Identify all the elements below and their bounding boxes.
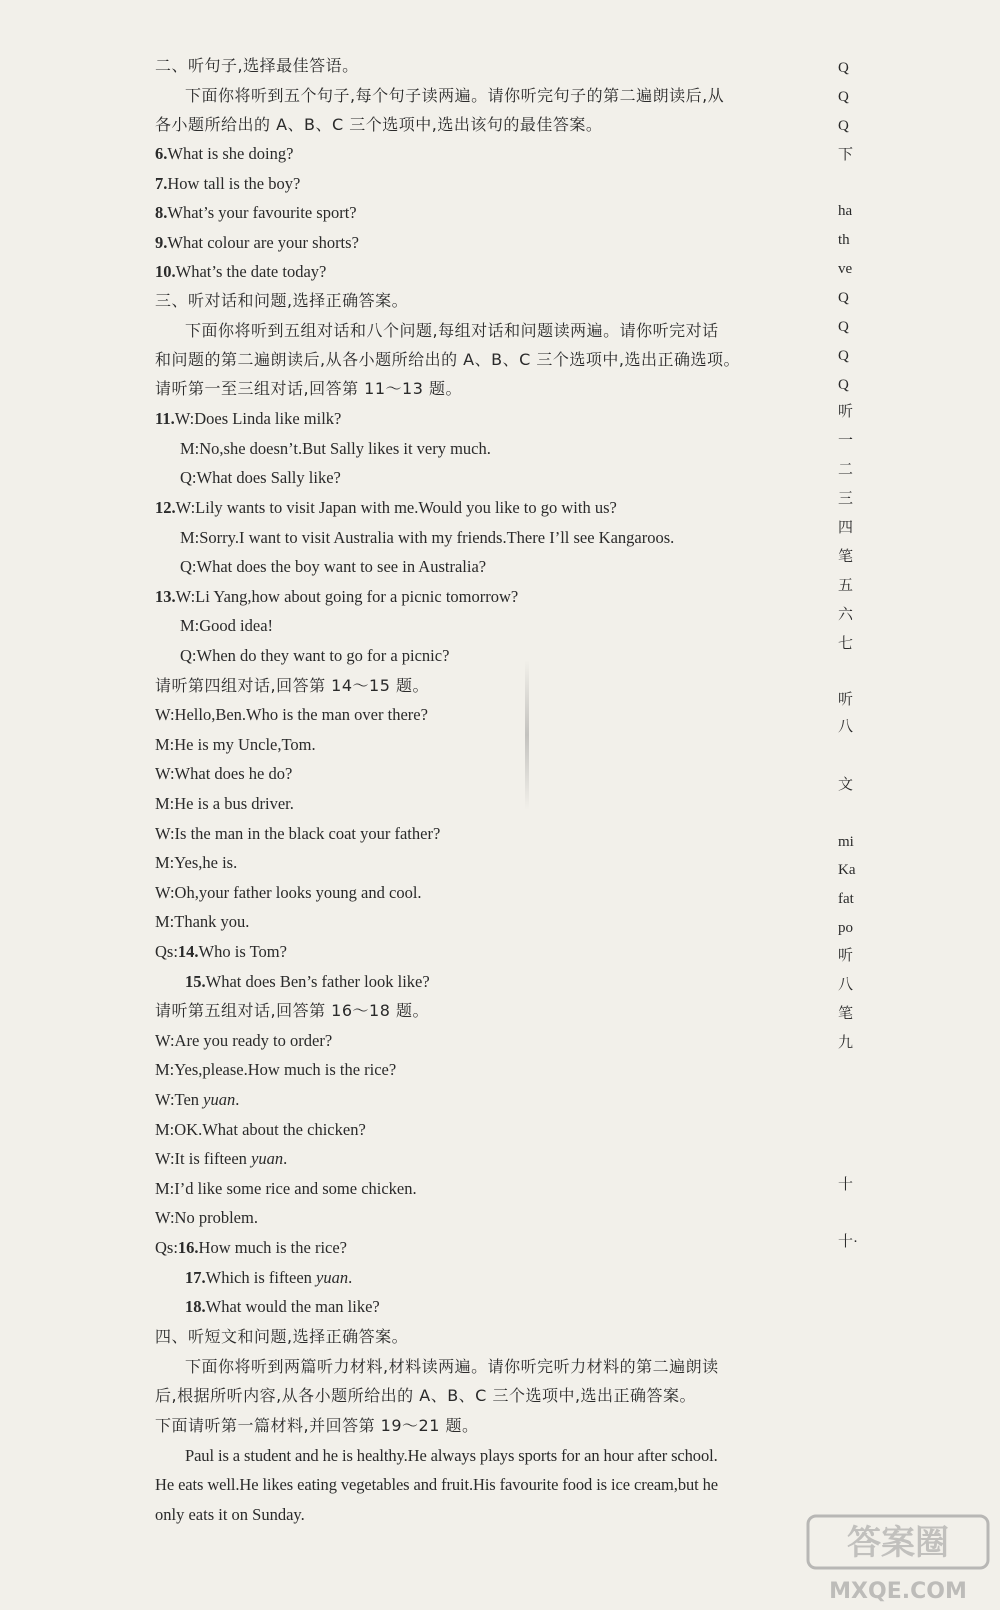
dialogue-text: W:Ten — [155, 1090, 204, 1109]
question-text: What’s the date today? — [175, 262, 327, 281]
dialogue-line: W:Does Linda like milk? — [174, 409, 342, 428]
group4-line: M:He is a bus driver. — [155, 794, 294, 813]
question-text: What would the man like? — [205, 1297, 380, 1316]
group4-note: 请听第四组对话,回答第 14～15 题。 — [155, 676, 429, 695]
margin-fragment: 下 — [838, 147, 854, 163]
question-number: 8. — [155, 203, 168, 222]
margin-fragment: 二 — [838, 462, 854, 478]
right-margin-column — [838, 0, 868, 1300]
margin-fragment: 八 — [838, 977, 854, 993]
margin-fragment: 三 — [838, 491, 854, 507]
question-14 — [155, 941, 287, 963]
dialogue-line: W:Li Yang,how about going for a picnic tomorrow? — [175, 587, 519, 606]
margin-fragment: 听 — [838, 948, 854, 964]
watermark-logo — [800, 1510, 996, 1606]
question-number: 17. — [185, 1268, 206, 1287]
margin-fragment: 听 — [838, 404, 854, 420]
question-7 — [155, 173, 300, 195]
question-text: What colour are your shorts? — [167, 233, 359, 252]
margin-fragment: 十· — [838, 1234, 858, 1250]
question-12-q: Q:What does the boy want to see in Australia? — [180, 557, 487, 576]
margin-fragment: 笔 — [838, 1006, 854, 1022]
margin-fragment: Ka — [838, 862, 856, 878]
passage-line-2: He eats well.He likes eating vegetables and fruit.His favourite food is ice cream,but he — [155, 1475, 718, 1494]
margin-fragment: th — [838, 232, 850, 248]
question-18 — [185, 1296, 380, 1318]
question-number: 12. — [155, 498, 176, 517]
question-16 — [155, 1237, 347, 1259]
question-6 — [155, 143, 293, 165]
question-number: 11. — [155, 409, 175, 428]
question-text: . — [348, 1268, 353, 1287]
question-text: How tall is the boy? — [167, 174, 301, 193]
passage-line-3: only eats it on Sunday. — [155, 1505, 305, 1524]
margin-fragment: fat — [838, 891, 854, 907]
yuan-italic: yuan — [316, 1268, 349, 1287]
margin-fragment: Q — [838, 319, 849, 335]
question-15 — [185, 971, 430, 993]
scan-fold-mark — [525, 660, 529, 810]
question-text: What’s your favourite sport? — [167, 203, 357, 222]
qs-label: Qs: — [155, 942, 178, 961]
dialogue-line: W:Lily wants to visit Japan with me.Would you like to go with us? — [175, 498, 617, 517]
margin-fragment: ve — [838, 261, 853, 277]
watermark-emblem — [808, 1516, 988, 1568]
margin-fragment: 六 — [838, 607, 854, 623]
question-text: Which is fifteen — [205, 1268, 317, 1287]
watermark-cn: 答案圈 — [847, 1523, 949, 1563]
group5-line: M:OK.What about the chicken? — [155, 1120, 366, 1139]
section3-instruction-2: 和问题的第二遍朗读后,从各小题所给出的 A、B、C 三个选项中,选出正确选项。 — [155, 350, 740, 369]
group4-line: W:What does he do? — [155, 764, 293, 783]
passage-line-1: Paul is a student and he is healthy.He always plays sports for an hour after school. — [185, 1446, 718, 1465]
margin-fragment: Q — [838, 89, 849, 105]
margin-fragment: mi — [838, 834, 854, 850]
dialogue-text: . — [235, 1090, 240, 1109]
question-text: How much is the rice? — [198, 1238, 347, 1257]
margin-fragment: ha — [838, 203, 853, 219]
margin-fragment: Q — [838, 377, 849, 393]
question-number: 14. — [177, 942, 199, 961]
group4-line: M:Thank you. — [155, 912, 250, 931]
margin-fragment: 五 — [838, 578, 854, 594]
question-number: 16. — [177, 1238, 199, 1257]
group5-line — [155, 1148, 287, 1170]
question-text: Who is Tom? — [198, 942, 287, 961]
margin-fragment: 八 — [838, 719, 854, 735]
margin-fragment: 九 — [838, 1035, 854, 1051]
margin-fragment: 一 — [838, 433, 854, 449]
margin-fragment: 四 — [838, 520, 854, 536]
question-11-w — [155, 408, 341, 430]
question-text: What does Ben’s father look like? — [205, 972, 430, 991]
group4-line: M:He is my Uncle,Tom. — [155, 735, 316, 754]
margin-fragment: Q — [838, 348, 849, 364]
question-13-q: Q:When do they want to go for a picnic? — [180, 646, 450, 665]
margin-fragment: 文 — [838, 777, 854, 793]
yuan-italic: yuan — [203, 1090, 236, 1109]
group4-line: M:Yes,he is. — [155, 853, 238, 872]
question-10 — [155, 261, 326, 283]
question-number: 10. — [155, 262, 176, 281]
group4-line: W:Hello,Ben.Who is the man over there? — [155, 705, 428, 724]
section4-instruction-1: 下面你将听到两篇听力材料,材料读两遍。请你听完听力材料的第二遍朗读 — [185, 1357, 719, 1376]
question-number: 6. — [155, 144, 168, 163]
group5-note: 请听第五组对话,回答第 16～18 题。 — [155, 1001, 429, 1020]
section3-heading: 三、听对话和问题,选择正确答案。 — [155, 291, 409, 310]
group5-line: M:Yes,please.How much is the rice? — [155, 1060, 397, 1079]
section2-instruction-2: 各小题所给出的 A、B、C 三个选项中,选出该句的最佳答案。 — [155, 115, 603, 134]
group5-line: W:No problem. — [155, 1208, 258, 1227]
margin-fragment: Q — [838, 290, 849, 306]
question-11-m: M:No,she doesn’t.But Sally likes it very much. — [180, 439, 491, 458]
section2-heading: 二、听句子,选择最佳答语。 — [155, 56, 359, 75]
section4-heading: 四、听短文和问题,选择正确答案。 — [155, 1327, 409, 1346]
watermark-en: MXQE.COM — [829, 1579, 967, 1604]
question-12-w — [155, 497, 617, 519]
section3-instruction-1: 下面你将听到五组对话和八个问题,每组对话和问题读两遍。请你听完对话 — [185, 321, 719, 340]
section2-instruction-1: 下面你将听到五个句子,每个句子读两遍。请你听完句子的第二遍朗读后,从 — [185, 86, 725, 105]
question-11-q: Q:What does Sally like? — [180, 468, 341, 487]
margin-fragment: 听 — [838, 692, 854, 708]
question-17 — [185, 1267, 352, 1289]
group4-line: W:Is the man in the black coat your father? — [155, 824, 441, 843]
group5-line: W:Are you ready to order? — [155, 1031, 333, 1050]
margin-fragment: 笔 — [838, 549, 854, 565]
margin-fragment: Q — [838, 60, 849, 76]
group4-line: W:Oh,your father looks young and cool. — [155, 883, 422, 902]
margin-fragment: po — [838, 920, 853, 936]
yuan-italic: yuan — [251, 1149, 284, 1168]
question-text: What is she doing? — [167, 144, 294, 163]
group1-3-note: 请听第一至三组对话,回答第 11～13 题。 — [155, 379, 462, 398]
dialogue-text: . — [283, 1149, 288, 1168]
question-number: 9. — [155, 233, 168, 252]
question-number: 7. — [155, 174, 168, 193]
group5-line — [155, 1089, 239, 1111]
section4-instruction-2: 后,根据所听内容,从各小题所给出的 A、B、C 三个选项中,选出正确答案。 — [155, 1386, 697, 1405]
margin-fragment: Q — [838, 118, 849, 134]
margin-fragment: 十 — [838, 1177, 854, 1193]
question-13-w — [155, 586, 518, 608]
question-12-m: M:Sorry.I want to visit Australia with my friends.There I’ll see Kangaroos. — [180, 528, 675, 547]
qs-label: Qs: — [155, 1238, 178, 1257]
question-number: 13. — [155, 587, 176, 606]
question-13-m: M:Good idea! — [180, 616, 274, 635]
question-number: 15. — [185, 972, 206, 991]
group5-line: M:I’d like some rice and some chicken. — [155, 1179, 417, 1198]
question-number: 18. — [185, 1297, 206, 1316]
question-9 — [155, 232, 359, 254]
margin-fragment: 七 — [838, 636, 854, 652]
dialogue-text: W:It is fifteen — [155, 1149, 252, 1168]
question-8 — [155, 202, 357, 224]
passage1-note: 下面请听第一篇材料,并回答第 19～21 题。 — [155, 1416, 479, 1435]
